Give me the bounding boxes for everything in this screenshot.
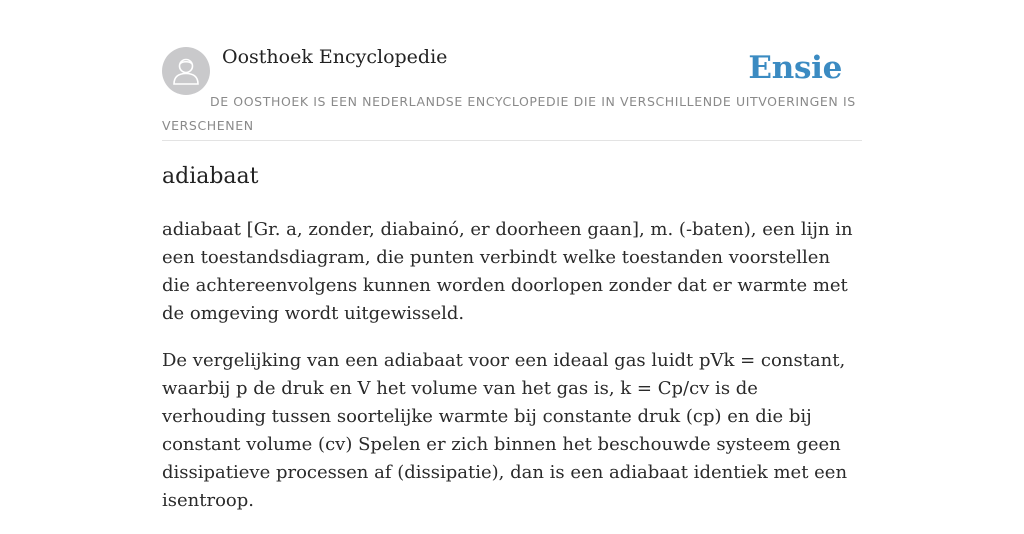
site-tagline: DE OOSTHOEK IS EEN NEDERLANDSE ENCYCLOPEDIE DIE IN VERSCHILLENDE UITVOERINGEN IS VERSCHENEN: [162, 94, 856, 133]
paragraph: De vergelijking van een adiabaat voor een ideaal gas luidt pVk = constant, waarbij p de druk en V het volume van het gas is, k = Cp/cv is de verhouding tussen soortelijke warmte bij constante druk (cp) en die bij constant volume (cv) Spelen er zich binnen het beschouwde systeem geen dissipatieve processen af (dissipatie), dan is een adiabaat identiek met een isentroop.: [162, 350, 848, 511]
brand-logo[interactable]: Ensie: [748, 50, 842, 86]
header: [162, 46, 862, 141]
avatar[interactable]: [162, 47, 210, 95]
site-name[interactable]: Oosthoek Encyclopedie: [222, 46, 448, 68]
article-body: [162, 216, 862, 534]
user-icon: [172, 56, 200, 86]
page-title: adiabaat: [162, 164, 259, 189]
paragraph: adiabaat [Gr. a, zonder, diabainó, er doorheen gaan], m. (-baten), een lijn in een toestandsdiagram, die punten verbindt welke toestanden voorstellen die achtereenvolgens kunnen worden doorlopen zonder dat er warmte met de omgeving wordt uitgewisseld.: [162, 219, 853, 324]
